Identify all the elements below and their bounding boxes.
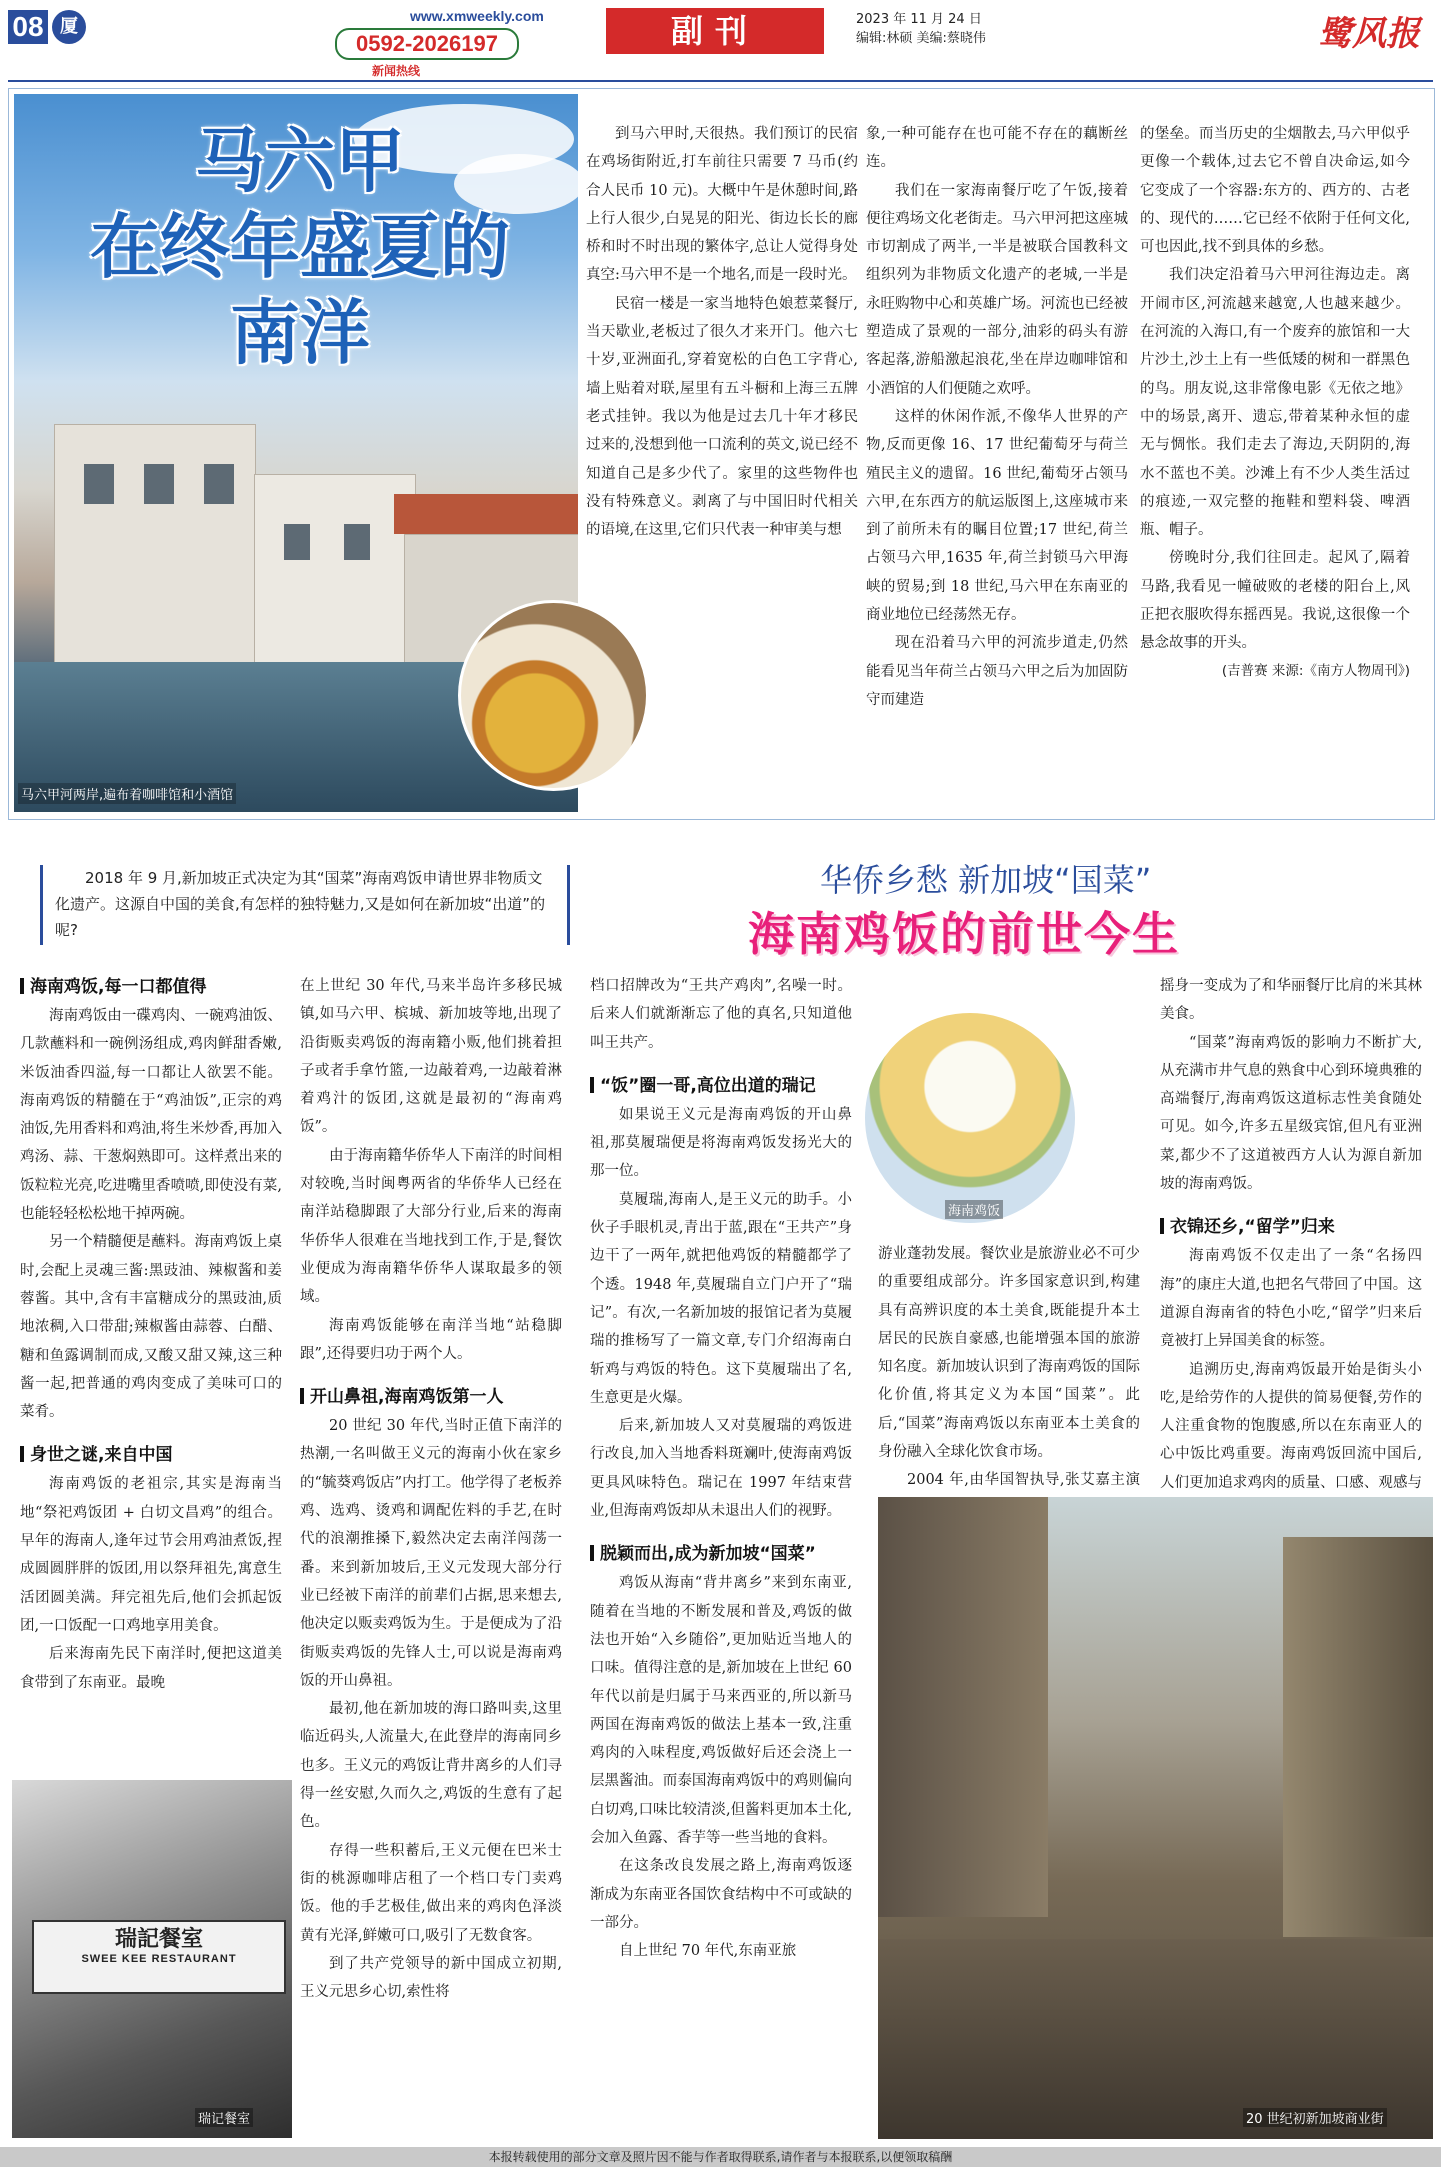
paragraph: 另一个精髓便是蘸料。海南鸡饭上桌时,会配上灵魂三酱:黑豉油、辣椒酱和姜蓉酱。其中,含有丰富糖成分的黑豉油,质地浓稠,入口带甜;辣椒酱由蒜蓉、白醋、糖和鱼露调制而成,又酸又甜又辣,这三种酱一起,把普通的鸡肉变成了美味可口的菜肴。 [20, 1234, 282, 1421]
paragraph: 由于海南籍华侨华人下南洋的时间相对较晚,当时闽粤两省的华侨华人已经在南洋站稳脚跟了大部分行业,后来的海南华侨华人很难在当地找到工作,于是,餐饮业便成为海南籍华侨华人谋取最多的领域。 [300, 1147, 562, 1306]
article-lead: 2018 年 9 月,新加坡正式决定为其“国菜”海南鸡饭申请世界非物质文化遗产。这源自中国的美食,有怎样的独特魅力,又是如何在新加坡“出道”的呢? [40, 865, 570, 945]
paragraph: 莫履瑞,海南人,是王义元的助手。小伙子手眼机灵,青出于蓝,跟在“王共产”身边干了一两年,就把他鸡饭的精髓都学了个透。1948 年,莫履瑞自立门户开了“瑞记”。有次,一名新加坡的报馆记者为莫履瑞的推杨写了一篇文章,专门介绍海南白斩鸡与鸡饭的特色。这下莫履瑞出了名,生意更是火爆。 [590, 1191, 852, 1406]
photo-caption: 马六甲河两岸,遍布着咖啡馆和小酒馆 [18, 783, 236, 804]
paragraph: 后来,新加坡人又对莫履瑞的鸡饭进行改良,加入当地香料斑斓叶,使海南鸡饭更具风味特色。瑞记在 1997 年结束营业,但海南鸡饭却从未退出人们的视野。 [590, 1418, 852, 1520]
section-title: 副刊 [606, 8, 824, 54]
sign-chinese: 瑞記餐室 [114, 1927, 203, 1952]
paragraph: “国菜”海南鸡饭的影响力不断扩大,从充满市井气息的熟食中心到环境典雅的高端餐厅,海南鸡饭这道标志性美食随处可见。如今,许多五星级宾馆,但凡有亚洲菜,都少不了这道被西方人认为源自新加坡的海南鸡饭。 [1160, 1034, 1422, 1193]
window-shape [204, 464, 234, 504]
photo-caption: 海南鸡饭 [945, 1200, 1003, 1219]
paragraph: 摇身一变成为了和华丽餐厅比肩的米其林美食。 [1160, 978, 1422, 1023]
laksa-food-photo [458, 600, 649, 791]
paragraph: 民宿一楼是一家当地特色娘惹菜餐厅,当天歇业,老板过了很久才来开门。他六七十岁,亚洲面孔,穿着宽松的白色工字背心,墙上贴着对联,屋里有五斗橱和上海三五牌老式挂钟。我以为他是过去几十年才移民过来的,没想到他一口流利的英文,说已经不知道自己是多少代了。家里的这些物件也没有特殊意义。剥离了与中国旧时代相关的语境,在这里,它们只代表一种审美与想 [586, 295, 858, 539]
page-badge-icon: 厦 [52, 10, 86, 44]
paragraph: 追溯历史,海南鸡饭最开始是街头小吃,是给劳作的人提供的简易便餐,劳作的人注重食物的饱腹感,所以在东南亚人的心中饭比鸡重要。海南鸡饭回流中国后,人们更加追求鸡肉的质量、口感、观感与 [1160, 1361, 1422, 1491]
paragraph: 海南鸡饭不仅走出了一条“名扬四海”的康庄大道,也把名气带回了中国。这道源自海南省的特色小吃,“留学”归来后竟被打上异国美食的标签。 [1160, 1248, 1422, 1350]
building-shape [254, 474, 416, 676]
paragraph: 20 世纪 30 年代,当时正值下南洋的热潮,一名叫做王义元的海南小伙在家乡的“毓葵鸡饭店”内打工。他学得了老板养鸡、选鸡、烫鸡和调配佐料的手艺,在时代的浪潮推搡下,毅然决定去南洋闯荡一番。来到新加坡后,王义元发现大部分行业已经被下南洋的前辈们占据,思来想去,他决定以贩卖鸡饭为生。于是便成为了沿街贩卖鸡饭的先锋人士,可以说是海南鸡饭的开山鼻祖。 [300, 1418, 562, 1689]
feature-headline [20, 118, 580, 376]
sign-english: SWEE KEE RESTAURANT [81, 1953, 237, 1965]
chicken-rice-photo [862, 1010, 1078, 1226]
article-column-3 [590, 972, 852, 1966]
paragraph: 现在沿着马六甲的河流步道走,仍然能看见当年荷兰占领马六甲之后为加固防守而建造 [866, 635, 1128, 708]
paragraph: 的堡垒。而当历史的尘烟散去,马六甲似乎更像一个载体,过去它不曾自决命运,如今它变成了一个容器:东方的、西方的、古老的、现代的……它已经不依附于任何文化,可也因此,找不到具体的乡愁。 [1140, 126, 1410, 256]
restaurant-sign [32, 1920, 286, 1994]
paragraph: 鸡饭从海南“背井离乡”来到东南亚,随着在当地的不断发展和普及,鸡饭的做法也开始“入乡随俗”,更加贴近当地人的口味。值得注意的是,新加坡在上世纪 60 年代以前是归属于马来西亚的,所以新马两国在海南鸡饭的做法上基本一致,注重鸡肉的入味程度,鸡饭做好后还会浇上一层黑酱油。而泰国海南鸡饭中的鸡则偏向白切鸡,口味比较清淡,但酱料更加本土化,会加入鱼露、香芋等一些当地的食料。 [590, 1575, 852, 1847]
header-divider [8, 80, 1433, 82]
paragraph: 傍晚时分,我们往回走。起风了,隔着马路,我看见一幢破败的老楼的阳台上,风正把衣服吹得东摇西晃。我说,这很像一个悬念故事的开头。 [1140, 550, 1410, 652]
footer-notice: 本报转载使用的部分文章及照片因不能与作者取得联系,请作者与本报联系,以便领取稿酬 [0, 2147, 1441, 2167]
subheading: 开山鼻祖,海南鸡饭第一人 [300, 1382, 562, 1412]
feature-column-3 [1140, 120, 1410, 684]
paragraph: 在上世纪 30 年代,马来半岛许多移民城镇,如马六甲、槟城、新加坡等地,出现了沿街贩卖鸡饭的海南籍小贩,他们挑着担子或者手拿竹篮,一边敲着鸡,一边敲着淋着鸡汁的饭团,这就是最初的“海南鸡饭”。 [300, 978, 562, 1136]
page-number: 08 [8, 10, 48, 44]
window-shape [84, 464, 114, 504]
hotline-phone: 0592-2026197 [335, 28, 519, 60]
paragraph: 最初,他在新加坡的海口路叫卖,这里临近码头,人流量大,在此登岸的海南同乡也多。王义元的鸡饭让背井离乡的人们寻得一丝安慰,久而久之,鸡饭的生意有了起色。 [300, 1701, 562, 1831]
headline-line: 在终年盛夏的 [90, 206, 510, 288]
headline-line: 马六甲 [195, 120, 405, 202]
subheading: 衣锦还乡,“留学”归来 [1160, 1212, 1422, 1242]
street-building-left [878, 1497, 1048, 1917]
photo-caption: 20 世纪初新加坡商业街 [1243, 2108, 1387, 2127]
subheading: “饭”圈一哥,高位出道的瑞记 [590, 1071, 852, 1101]
paragraph: 存得一些积蓄后,王义元便在巴米士街的桃源咖啡店租了一个档口专门卖鸡饭。他的手艺极佳,做出来的鸡肉色泽淡黄有光泽,鲜嫩可口,吸引了无数食客。 [300, 1842, 562, 1944]
paragraph: 象,一种可能存在也可能不存在的藕断丝连。 [866, 126, 1128, 171]
paragraph: 海南鸡饭由一碟鸡肉、一碗鸡油饭、几款蘸料和一碗例汤组成,鸡肉鲜甜香嫩,米饭油香四溢,每一口都让人欲罢不能。海南鸡饭的精髓在于“鸡油饭”,正宗的鸡油饭,先用香料和鸡油,将生米炒香,再加入鸡汤、蒜、干葱焖熟即可。这样煮出来的饭粒粒光亮,吃进嘴里香喷喷,即使没有菜,也能轻轻松松地干掉两碗。 [20, 1008, 282, 1223]
paper-logo: 鹭风报 [1318, 14, 1420, 54]
issue-date: 2023 年 11 月 24 日 [856, 12, 982, 27]
hotline-label: 新闻热线 [372, 64, 421, 78]
paragraph: 游业蓬勃发展。餐饮业是旅游业必不可少的重要组成部分。许多国家意识到,构建具有高辨识度的本土美食,既能提升本土居民的民族自豪感,也能增强本国的旅游知名度。新加坡认识到了海南鸡饭的国际化价值,将其定义为本国“国菜”。此后,“国菜”海南鸡饭以东南亚本土美食的身份融入全球化饮食市场。 [878, 1246, 1140, 1461]
window-shape [284, 524, 310, 560]
singapore-street-photo [878, 1497, 1433, 2139]
paragraph: 我们在一家海南餐厅吃了午饭,接着便往鸡场文化老街走。马六甲河把这座城市切割成了两半,一半是被联合国教科文组织列为非物质文化遗产的老城,一半是永旺购物中心和英雄广场。河流也已经被塑造成了景观的一部分,油彩的码头有游客起落,游船激起浪花,坐在岸边咖啡馆和小酒馆的人们便随之欢呼。 [866, 182, 1128, 397]
street-building-right [1283, 1537, 1433, 1937]
article-column-1 [20, 972, 282, 1697]
photo-caption: 瑞记餐室 [195, 2108, 253, 2127]
subheading: 身世之谜,来自中国 [20, 1440, 282, 1470]
roof-shape [394, 494, 578, 534]
paragraph: 海南鸡饭的老祖宗,其实是海南当地“祭祀鸡饭团 + 白切文昌鸡”的组合。早年的海南人,逢年过节会用鸡油煮饭,捏成圆圆胖胖的饭团,用以祭拜祖先,寓意生活团圆美满。拜完祖先后,他们会抓起饭团,一口饭配一口鸡地享用美食。 [20, 1476, 282, 1634]
paragraph: 到马六甲时,天很热。我们预订的民宿在鸡场街附近,打车前往只需要 7 马币(约合人民币 10 元)。大概中午是休憩时间,路上行人很少,白晃晃的阳光、街边长长的廊桥和时不时出现的繁体字,总让人觉得身处真空:马六甲不是一个地名,而是一段时光。 [586, 126, 858, 284]
paragraph: 在这条改良发展之路上,海南鸡饭逐渐成为东南亚各国饮食结构中不可或缺的一部分。 [590, 1858, 852, 1931]
article-column-2 [300, 972, 562, 2006]
paragraph: 海南鸡饭能够在南洋当地“站稳脚跟”,还得要归功于两个人。 [300, 1317, 562, 1362]
editors: 编辑:林硕 美编:蔡晓伟 [856, 31, 986, 46]
article-kicker: 华侨乡愁 新加坡“国菜” [820, 861, 1152, 899]
building-shape [54, 424, 256, 676]
article-headline: 海南鸡饭的前世今生 [748, 907, 1180, 961]
feature-column-2 [866, 120, 1128, 714]
feature-column-1 [586, 120, 858, 544]
paragraph: 自上世纪 70 年代,东南亚旅 [619, 1943, 797, 1960]
paragraph: 档口招牌改为“王共产鸡肉”,名噪一时。后来人们就渐渐忘了他的真名,只知道他叫王共产。 [590, 978, 852, 1051]
subheading: 海南鸡饭,每一口都值得 [20, 972, 282, 1002]
paragraph: 如果说王义元是海南鸡饭的开山鼻祖,那莫履瑞便是将海南鸡饭发扬光大的那一位。 [590, 1106, 852, 1180]
paragraph: 我们决定沿着马六甲河往海边走。离开闹市区,河流越来越宽,人也越来越少。在河流的入海口,有一个废弃的旅馆和一大片沙土,沙土上有一些低矮的树和一群黑色的鸟。朋友说,这非常像电影《无依之地》中的场景,离开、遗忘,带着某种永恒的虚无与惆怅。我们走去了海边,天阴阴的,海水不蓝也不美。沙滩上有不少人类生活过的痕迹,一双完整的拖鞋和塑料袋、啤酒瓶、帽子。 [1140, 267, 1410, 539]
window-shape [344, 524, 370, 560]
swee-kee-old-photo [12, 1780, 292, 2138]
site-url[interactable]: www.xmweekly.com [410, 8, 544, 24]
subheading: 脱颖而出,成为新加坡“国菜” [590, 1539, 852, 1569]
paragraph: 后来海南先民下南洋时,便把这道美食带到了东南亚。最晚 [20, 1646, 282, 1691]
paragraph: 2004 年,由华国智执导,张艾嘉主演 [907, 1472, 1140, 1489]
article-credit: (吉普赛 来源:《南方人物周刊》) [1221, 662, 1410, 679]
dateline [856, 10, 986, 48]
paragraph: 这样的休闲作派,不像华人世界的产物,反而更像 16、17 世纪葡萄牙与荷兰殖民主义的遗留。16 世纪,葡萄牙占领马六甲,在东西方的航运版图上,这座城市来到了前所未有的瞩目位置;17 世纪,荷兰占领马六甲,1635 年,荷兰封锁马六甲海峡的贸易;到 18 世纪,马六甲在东南亚的商业地位已经荡然无存。 [866, 408, 1128, 624]
headline-line: 南洋 [230, 292, 370, 374]
paragraph: 到了共产党领导的新中国成立初期,王义元思乡心切,索性将 [300, 1955, 562, 2001]
window-shape [144, 464, 174, 504]
